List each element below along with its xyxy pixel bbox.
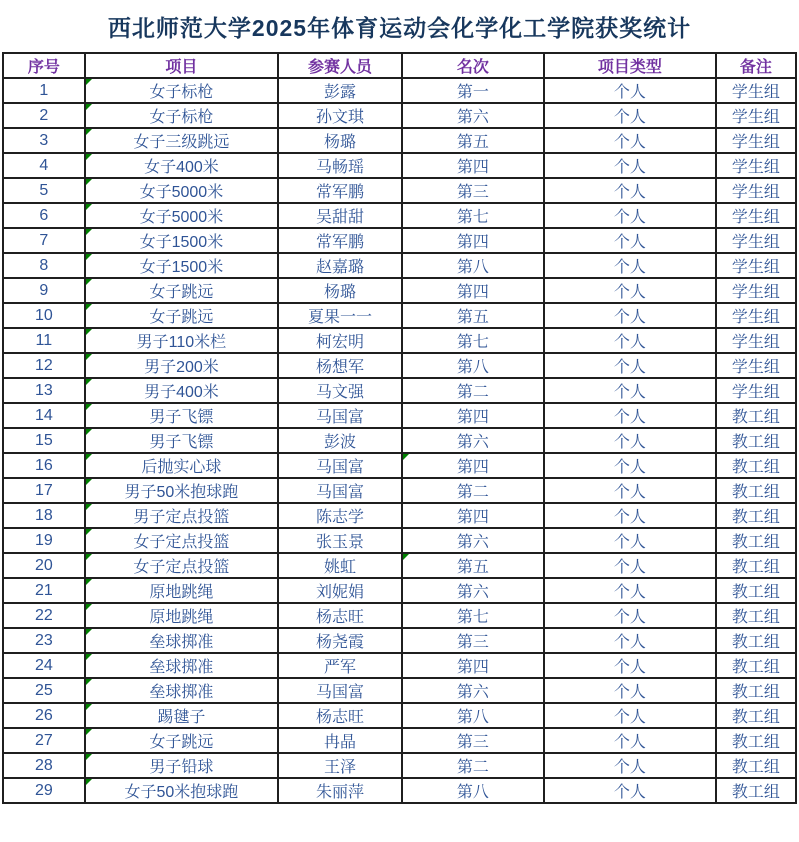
table-row: [3, 553, 796, 578]
cell-type[interactable]: 个人: [544, 478, 716, 503]
error-flag-icon: [86, 404, 92, 410]
cell-note[interactable]: 学生组: [716, 103, 796, 128]
cell-event[interactable]: 女子400米: [85, 153, 278, 178]
table-row: [3, 728, 796, 753]
cell-type[interactable]: 个人: [544, 428, 716, 453]
column-header-event[interactable]: 项目: [85, 53, 278, 78]
cell-event[interactable]: 女子50米抱球跑: [85, 778, 278, 803]
cell-participant[interactable]: 朱丽萍: [278, 778, 402, 803]
cell-event[interactable]: 女子5000米: [85, 203, 278, 228]
cell-type[interactable]: 个人: [544, 328, 716, 353]
cell-rank[interactable]: 第二: [402, 753, 544, 778]
cell-participant[interactable]: 马国富: [278, 678, 402, 703]
error-flag-icon: [86, 454, 92, 460]
table-row: [3, 578, 796, 603]
cell-note[interactable]: 学生组: [716, 253, 796, 278]
cell-type[interactable]: 个人: [544, 153, 716, 178]
column-header-participant[interactable]: 参赛人员: [278, 53, 402, 78]
cell-note[interactable]: 学生组: [716, 378, 796, 403]
error-flag-icon: [86, 654, 92, 660]
cell-no[interactable]: 22: [3, 603, 85, 628]
error-flag-icon: [86, 379, 92, 385]
cell-note[interactable]: 教工组: [716, 753, 796, 778]
cell-note[interactable]: 学生组: [716, 328, 796, 353]
cell-rank[interactable]: 第五: [402, 303, 544, 328]
cell-note[interactable]: 教工组: [716, 778, 796, 803]
cell-type[interactable]: 个人: [544, 103, 716, 128]
table-row: [3, 453, 796, 478]
error-flag-icon: [86, 204, 92, 210]
cell-no[interactable]: 9: [3, 278, 85, 303]
cell-event[interactable]: 男子200米: [85, 353, 278, 378]
cell-type[interactable]: 个人: [544, 203, 716, 228]
cell-no[interactable]: 25: [3, 678, 85, 703]
error-flag-icon: [86, 104, 92, 110]
cell-event[interactable]: 垒球掷准: [85, 678, 278, 703]
cell-rank[interactable]: 第六: [402, 428, 544, 453]
table-row: [3, 278, 796, 303]
cell-no[interactable]: 11: [3, 328, 85, 353]
cell-rank[interactable]: 第四: [402, 653, 544, 678]
cell-no[interactable]: 26: [3, 703, 85, 728]
cell-no[interactable]: 10: [3, 303, 85, 328]
error-flag-icon: [403, 454, 409, 460]
cell-event[interactable]: 女子跳远: [85, 303, 278, 328]
cell-rank[interactable]: 第八: [402, 253, 544, 278]
table-row: [3, 303, 796, 328]
cell-rank[interactable]: 第一: [402, 78, 544, 103]
cell-no[interactable]: 15: [3, 428, 85, 453]
cell-event[interactable]: 女子三级跳远: [85, 128, 278, 153]
cell-event[interactable]: 女子定点投篮: [85, 528, 278, 553]
cell-note[interactable]: 教工组: [716, 578, 796, 603]
table-row: [3, 678, 796, 703]
cell-event[interactable]: 女子定点投篮: [85, 553, 278, 578]
cell-note[interactable]: 学生组: [716, 303, 796, 328]
error-flag-icon: [86, 529, 92, 535]
header-row: [3, 53, 796, 78]
cell-no[interactable]: 23: [3, 628, 85, 653]
cell-event[interactable]: 原地跳绳: [85, 578, 278, 603]
cell-participant[interactable]: 马国富: [278, 478, 402, 503]
cell-event[interactable]: 垒球掷准: [85, 628, 278, 653]
cell-event[interactable]: 女子跳远: [85, 278, 278, 303]
cell-note[interactable]: 教工组: [716, 553, 796, 578]
table-row: [3, 703, 796, 728]
table-row: [3, 403, 796, 428]
error-flag-icon: [86, 154, 92, 160]
error-flag-icon: [86, 679, 92, 685]
table-row: [3, 778, 796, 803]
cell-rank[interactable]: 第三: [402, 728, 544, 753]
cell-type[interactable]: 个人: [544, 503, 716, 528]
cell-type[interactable]: 个人: [544, 603, 716, 628]
cell-no[interactable]: 18: [3, 503, 85, 528]
cell-note[interactable]: 学生组: [716, 128, 796, 153]
cell-note[interactable]: 教工组: [716, 603, 796, 628]
cell-note[interactable]: 教工组: [716, 478, 796, 503]
cell-note[interactable]: 学生组: [716, 228, 796, 253]
cell-participant[interactable]: 马国富: [278, 403, 402, 428]
cell-event[interactable]: 男子飞镖: [85, 428, 278, 453]
error-flag-icon: [86, 704, 92, 710]
cell-note[interactable]: 学生组: [716, 153, 796, 178]
cell-type[interactable]: 个人: [544, 403, 716, 428]
cell-no[interactable]: 7: [3, 228, 85, 253]
cell-participant[interactable]: 杨璐: [278, 128, 402, 153]
cell-no[interactable]: 5: [3, 178, 85, 203]
error-flag-icon: [86, 479, 92, 485]
cell-type[interactable]: 个人: [544, 278, 716, 303]
cell-participant[interactable]: 姚虹: [278, 553, 402, 578]
cell-type[interactable]: 个人: [544, 703, 716, 728]
cell-event[interactable]: 女子5000米: [85, 178, 278, 203]
error-flag-icon: [86, 429, 92, 435]
cell-no[interactable]: 8: [3, 253, 85, 278]
cell-type[interactable]: 个人: [544, 303, 716, 328]
table-body: [3, 78, 796, 803]
table-row: [3, 153, 796, 178]
table-row: [3, 353, 796, 378]
cell-event[interactable]: 男子50米抱球跑: [85, 478, 278, 503]
cell-rank[interactable]: 第六: [402, 578, 544, 603]
cell-no[interactable]: 6: [3, 203, 85, 228]
cell-event[interactable]: 男子铅球: [85, 753, 278, 778]
cell-rank[interactable]: 第八: [402, 778, 544, 803]
cell-rank[interactable]: 第五: [402, 128, 544, 153]
cell-no[interactable]: 17: [3, 478, 85, 503]
error-flag-icon: [86, 354, 92, 360]
cell-rank[interactable]: 第四: [402, 503, 544, 528]
cell-no[interactable]: 20: [3, 553, 85, 578]
cell-participant[interactable]: 赵嘉璐: [278, 253, 402, 278]
awards-table: [2, 52, 797, 804]
cell-no[interactable]: 21: [3, 578, 85, 603]
error-flag-icon: [86, 279, 92, 285]
cell-note[interactable]: 教工组: [716, 628, 796, 653]
cell-participant[interactable]: 孙文琪: [278, 103, 402, 128]
cell-note[interactable]: 教工组: [716, 703, 796, 728]
cell-participant[interactable]: 杨想军: [278, 353, 402, 378]
cell-participant[interactable]: 严军: [278, 653, 402, 678]
cell-type[interactable]: 个人: [544, 528, 716, 553]
cell-note[interactable]: 学生组: [716, 353, 796, 378]
cell-type[interactable]: 个人: [544, 778, 716, 803]
cell-type[interactable]: 个人: [544, 728, 716, 753]
column-header-no[interactable]: 序号: [3, 53, 85, 78]
cell-participant[interactable]: 常军鹏: [278, 228, 402, 253]
error-flag-icon: [86, 129, 92, 135]
cell-rank[interactable]: 第三: [402, 178, 544, 203]
error-flag-icon: [86, 179, 92, 185]
cell-type[interactable]: 个人: [544, 578, 716, 603]
cell-no[interactable]: 29: [3, 778, 85, 803]
cell-rank[interactable]: 第七: [402, 328, 544, 353]
cell-no[interactable]: 2: [3, 103, 85, 128]
table-row: [3, 328, 796, 353]
cell-rank[interactable]: 第四: [402, 278, 544, 303]
cell-rank[interactable]: 第七: [402, 203, 544, 228]
cell-no[interactable]: 14: [3, 403, 85, 428]
table-row: [3, 628, 796, 653]
column-header-rank[interactable]: 名次: [402, 53, 544, 78]
cell-no[interactable]: 3: [3, 128, 85, 153]
error-flag-icon: [403, 554, 409, 560]
table-row: [3, 178, 796, 203]
cell-type[interactable]: 个人: [544, 678, 716, 703]
cell-participant[interactable]: 彭露: [278, 78, 402, 103]
cell-rank[interactable]: 第八: [402, 353, 544, 378]
table-row: [3, 753, 796, 778]
error-flag-icon: [86, 604, 92, 610]
cell-no[interactable]: 19: [3, 528, 85, 553]
error-flag-icon: [86, 304, 92, 310]
cell-rank[interactable]: 第四: [402, 153, 544, 178]
cell-note[interactable]: 教工组: [716, 653, 796, 678]
cell-event[interactable]: 后抛实心球: [85, 453, 278, 478]
cell-type[interactable]: 个人: [544, 453, 716, 478]
table-row: [3, 603, 796, 628]
table-row: [3, 378, 796, 403]
cell-no[interactable]: 1: [3, 78, 85, 103]
cell-participant[interactable]: 杨尧霞: [278, 628, 402, 653]
cell-type[interactable]: 个人: [544, 228, 716, 253]
table-row: [3, 103, 796, 128]
cell-no[interactable]: 16: [3, 453, 85, 478]
cell-type[interactable]: 个人: [544, 378, 716, 403]
column-header-note[interactable]: 备注: [716, 53, 796, 78]
cell-note[interactable]: 学生组: [716, 178, 796, 203]
cell-participant[interactable]: 刘妮娟: [278, 578, 402, 603]
cell-participant[interactable]: 杨志旺: [278, 603, 402, 628]
table-row: [3, 503, 796, 528]
cell-participant[interactable]: 杨璐: [278, 278, 402, 303]
cell-note[interactable]: 教工组: [716, 528, 796, 553]
cell-rank[interactable]: 第四: [402, 403, 544, 428]
cell-participant[interactable]: 马畅瑶: [278, 153, 402, 178]
cell-participant[interactable]: 杨志旺: [278, 703, 402, 728]
error-flag-icon: [86, 254, 92, 260]
cell-rank[interactable]: 第五: [402, 553, 544, 578]
cell-type[interactable]: 个人: [544, 178, 716, 203]
cell-type[interactable]: 个人: [544, 553, 716, 578]
error-flag-icon: [86, 554, 92, 560]
cell-note[interactable]: 教工组: [716, 428, 796, 453]
cell-rank[interactable]: 第三: [402, 628, 544, 653]
cell-note[interactable]: 教工组: [716, 403, 796, 428]
cell-participant[interactable]: 张玉景: [278, 528, 402, 553]
cell-event[interactable]: 女子1500米: [85, 228, 278, 253]
table-row: [3, 228, 796, 253]
cell-event[interactable]: 女子标枪: [85, 103, 278, 128]
cell-note[interactable]: 教工组: [716, 678, 796, 703]
cell-note[interactable]: 学生组: [716, 203, 796, 228]
cell-rank[interactable]: 第四: [402, 228, 544, 253]
cell-note[interactable]: 学生组: [716, 278, 796, 303]
error-flag-icon: [86, 229, 92, 235]
error-flag-icon: [86, 329, 92, 335]
cell-participant[interactable]: 彭波: [278, 428, 402, 453]
cell-event[interactable]: 男子110米栏: [85, 328, 278, 353]
cell-rank[interactable]: 第七: [402, 603, 544, 628]
cell-event[interactable]: 垒球掷准: [85, 653, 278, 678]
cell-note[interactable]: 学生组: [716, 78, 796, 103]
error-flag-icon: [86, 579, 92, 585]
table-row: [3, 78, 796, 103]
cell-participant[interactable]: 冉晶: [278, 728, 402, 753]
cell-event[interactable]: 女子标枪: [85, 78, 278, 103]
cell-type[interactable]: 个人: [544, 78, 716, 103]
cell-type[interactable]: 个人: [544, 653, 716, 678]
error-flag-icon: [86, 779, 92, 785]
cell-participant[interactable]: 陈志学: [278, 503, 402, 528]
error-flag-icon: [86, 504, 92, 510]
cell-participant[interactable]: 王泽: [278, 753, 402, 778]
cell-participant[interactable]: 马文强: [278, 378, 402, 403]
cell-type[interactable]: 个人: [544, 128, 716, 153]
table-row: [3, 428, 796, 453]
cell-no[interactable]: 13: [3, 378, 85, 403]
cell-type[interactable]: 个人: [544, 253, 716, 278]
error-flag-icon: [86, 79, 92, 85]
table-row: [3, 528, 796, 553]
cell-participant[interactable]: 吴甜甜: [278, 203, 402, 228]
column-header-type[interactable]: 项目类型: [544, 53, 716, 78]
cell-note[interactable]: 教工组: [716, 503, 796, 528]
cell-event[interactable]: 男子飞镖: [85, 403, 278, 428]
page-title: 西北师范大学2025年体育运动会化学化工学院获奖统计: [107, 14, 692, 41]
cell-participant[interactable]: 常军鹏: [278, 178, 402, 203]
cell-event[interactable]: 女子跳远: [85, 728, 278, 753]
cell-participant[interactable]: 马国富: [278, 453, 402, 478]
cell-no[interactable]: 12: [3, 353, 85, 378]
cell-no[interactable]: 4: [3, 153, 85, 178]
cell-rank[interactable]: 第六: [402, 528, 544, 553]
cell-event[interactable]: 男子400米: [85, 378, 278, 403]
cell-no[interactable]: 28: [3, 753, 85, 778]
error-flag-icon: [86, 729, 92, 735]
cell-event[interactable]: 男子定点投篮: [85, 503, 278, 528]
table-row: [3, 253, 796, 278]
cell-participant[interactable]: 夏果一一: [278, 303, 402, 328]
cell-rank[interactable]: 第二: [402, 478, 544, 503]
cell-rank[interactable]: 第六: [402, 103, 544, 128]
table-row: [3, 203, 796, 228]
error-flag-icon: [86, 629, 92, 635]
cell-event[interactable]: 踢毽子: [85, 703, 278, 728]
cell-note[interactable]: 教工组: [716, 728, 796, 753]
cell-type[interactable]: 个人: [544, 628, 716, 653]
cell-rank[interactable]: 第八: [402, 703, 544, 728]
table-row: [3, 128, 796, 153]
cell-event[interactable]: 女子1500米: [85, 253, 278, 278]
cell-rank[interactable]: 第四: [402, 453, 544, 478]
cell-note[interactable]: 教工组: [716, 453, 796, 478]
cell-rank[interactable]: 第六: [402, 678, 544, 703]
table-row: [3, 478, 796, 503]
cell-event[interactable]: 原地跳绳: [85, 603, 278, 628]
cell-rank[interactable]: 第二: [402, 378, 544, 403]
cell-no[interactable]: 27: [3, 728, 85, 753]
cell-type[interactable]: 个人: [544, 353, 716, 378]
cell-no[interactable]: 24: [3, 653, 85, 678]
cell-participant[interactable]: 柯宏明: [278, 328, 402, 353]
table-row: [3, 653, 796, 678]
error-flag-icon: [86, 754, 92, 760]
cell-type[interactable]: 个人: [544, 753, 716, 778]
